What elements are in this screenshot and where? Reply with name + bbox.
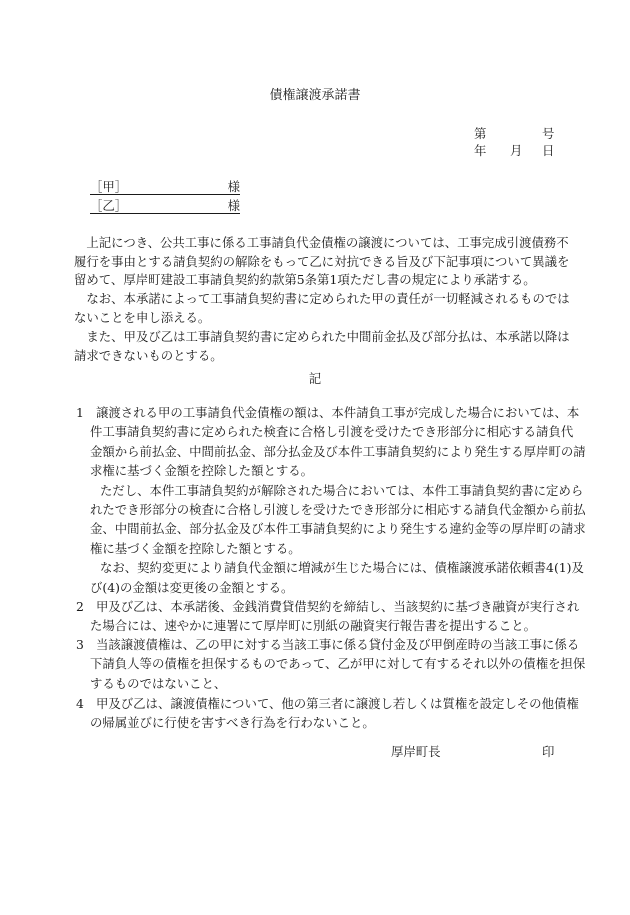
- list-item-line: 1 譲渡される甲の工事請負代金債権の額は、本件請負工事が完成した場合においては、本: [76, 403, 560, 422]
- paragraph-line: 請求できないものとする。: [74, 347, 223, 363]
- issuer-name: 厚岸町長: [391, 744, 441, 759]
- paragraph-consent: [74, 234, 570, 290]
- list-item-4: [76, 694, 579, 733]
- party-b-line: [90, 196, 240, 214]
- list-item-line: び(4)の金額は変更後の金額とする。: [90, 579, 294, 595]
- paragraph-line: なお、本承諾によって工事請負契約書に定められた甲の責任が一切軽減されるものでは: [86, 291, 570, 306]
- year-label: 年: [474, 143, 487, 158]
- list-item-line: なお、契約変更により請負代金額に増減が生じた場合には、債権譲渡承諾依頼書4(1)及: [100, 560, 584, 576]
- paragraph-responsibility: [74, 290, 570, 327]
- list-item-3: [76, 635, 586, 693]
- paragraph-line: 履行を事由とする請負契約の解除をもって乙に対抗できる旨及び下記事項について異議を: [74, 253, 570, 269]
- seal-mark: 印: [542, 744, 555, 759]
- list-item-line: 求権に基づく金額を控除した額とする。: [90, 463, 314, 479]
- number-suffix: 号: [542, 126, 555, 141]
- list-item-number: 2: [76, 599, 84, 614]
- paragraph-payment: [74, 328, 570, 365]
- list-item-line: 権に基づく金額を控除した額とする。: [90, 540, 301, 556]
- paragraph-line: 上記につき、公共工事に係る工事請負代金債権の譲渡については、工事完成引渡債務不: [86, 235, 569, 250]
- party-b-honorific: 様: [227, 198, 240, 213]
- paragraph-line: また、甲及び乙は工事請負契約書に定められた中間前金払及び部分払は、本承諾以降は: [86, 329, 570, 344]
- list-item-2: [76, 597, 580, 636]
- ki-heading: 記: [308, 371, 322, 386]
- list-item-line: 3 当該譲渡債権は、乙の甲に対する当該工事に係る貸付金及び甲倒産時の当該工事に係る: [76, 635, 560, 654]
- list-item-line: 4 甲及び乙は、譲渡債権について、他の第三者に譲渡し若しくは質権を設定しその他債権: [76, 694, 560, 713]
- list-item-number: 1: [76, 405, 84, 420]
- paragraph-line: 留めて、厚岸町建設工事請負契約約款第5条第1項ただし書の規定により承諾する。: [74, 272, 536, 288]
- list-item-line: 2 甲及び乙は、本承諾後、金銭消費貸借契約を締結し、当該契約に基づき融資が実行され: [76, 597, 560, 616]
- list-item-line: れたでき形部分の検査に合格し引渡しを受けたでき形部分に相応する請負代金額から前払: [90, 502, 586, 518]
- list-item-1: [76, 403, 586, 597]
- month-label: 月: [510, 143, 523, 158]
- party-a-line: [90, 177, 240, 195]
- list-item-number: 3: [76, 637, 84, 652]
- party-b-label: ［乙］: [90, 198, 128, 213]
- list-item-line: 下請負人等の債権を担保するものであって、乙が甲に対して有するそれ以外の債権を担保: [90, 656, 586, 672]
- list-item-line: 件工事請負契約書に定められた検査に合格し引渡を受けたでき形部分に相応する請負代: [90, 424, 574, 440]
- list-item-line: 金、中間前払金、部分払金及び本件工事請負契約により発生する違約金等の厚岸町の請求: [90, 521, 586, 537]
- paragraph-line: ないことを申し添える。: [74, 309, 211, 325]
- day-label: 日: [542, 143, 555, 158]
- party-a-honorific: 様: [227, 179, 240, 194]
- list-item-line: 金額から前払金、中間前払金、部分払金及び本件工事請負契約により発生する厚岸町の請: [90, 443, 586, 459]
- party-a-label: ［甲］: [90, 179, 128, 194]
- list-item-line: た場合には、速やかに連署にて厚岸町に別紙の融資実行報告書を提出すること。: [90, 618, 537, 634]
- list-item-number: 4: [76, 696, 84, 711]
- list-item-line: の帰属並びに行使を害すべき行為を行わないこと。: [90, 715, 375, 731]
- list-item-line: するものではないこと、: [90, 675, 227, 691]
- number-label: 第: [474, 126, 487, 141]
- document-title: 債権譲渡承諾書: [269, 88, 361, 103]
- list-item-line: ただし、本件工事請負契約が解除された場合においては、本件工事請負契約書に定めら: [100, 482, 584, 498]
